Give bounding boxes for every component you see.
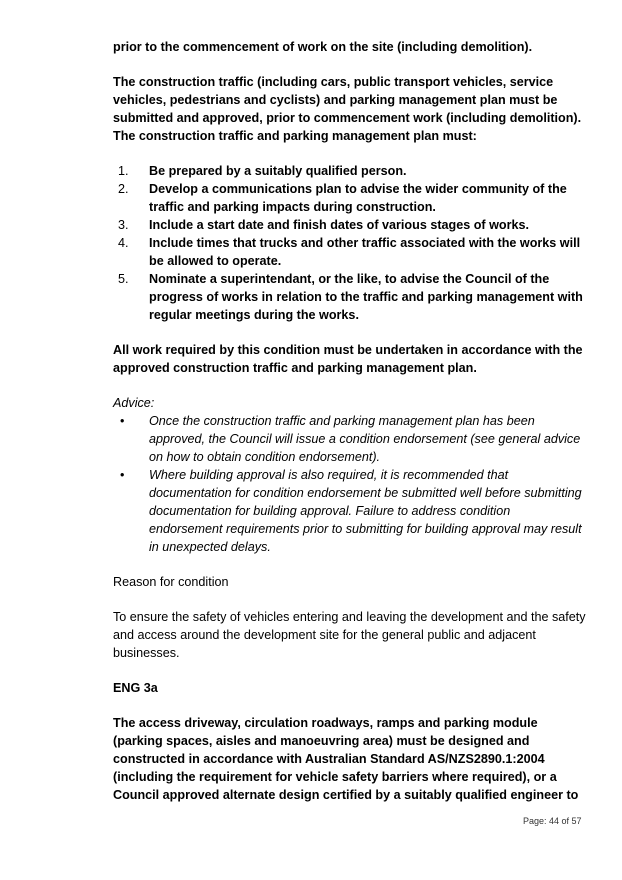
driveway-paragraph: The access driveway, circulation roadways, ramps and parking module (parking spaces, aisles and manoeuvring area) must be designed and constructed in accordance with Australian Standard AS/NZS2890.1:2004 (including the requirement for vehicle safety barriers where required), or a Council approved alternate design certified by a suitably qualified engineer to [113, 716, 579, 802]
list-item-text: Include a start date and finish dates of various stages of works. [149, 218, 530, 232]
page-number: Page: 44 of 57 [523, 816, 582, 826]
list-item-number: 5. [118, 272, 129, 286]
list-item [113, 270, 587, 324]
document-page [113, 38, 587, 804]
list-item [113, 216, 587, 234]
bullet-icon: • [120, 468, 125, 482]
list-item [113, 412, 587, 466]
reason-text: To ensure the safety of vehicles entering and leaving the development and the safety and access around the development site for the general public and adjacent businesses. [113, 610, 586, 660]
list-item-text: Include times that trucks and other traffic associated with the works will be allowed to operate. [149, 236, 581, 268]
list-item-text: Be prepared by a suitably qualified person. [149, 164, 407, 178]
list-item-number: 4. [118, 236, 129, 250]
list-item-text: Nominate a superintendant, or the like, to advise the Council of the progress of works in relation to the traffic and parking management with regular meetings during the works. [149, 272, 583, 322]
list-item [113, 180, 587, 216]
list-item-number: 1. [118, 164, 129, 178]
list-item [113, 466, 587, 556]
list-item-text: Develop a communications plan to advise the wider community of the traffic and parking impacts during construction. [149, 182, 567, 214]
list-item [113, 162, 587, 180]
list-item-number: 2. [118, 182, 129, 196]
advice-item-text: Once the construction traffic and parking management plan has been approved, the Council will issue a condition endorsement (see general advice on how to obtain condition endorsement). [149, 414, 581, 464]
all-work-paragraph: All work required by this condition must be undertaken in accordance with the approved construction traffic and parking management plan. [113, 343, 583, 375]
condition-code-heading: ENG 3a [113, 681, 158, 695]
advice-heading: Advice: [113, 396, 155, 410]
advice-list [113, 412, 587, 556]
list-item-number: 3. [118, 218, 129, 232]
list-item [113, 234, 587, 270]
traffic-plan-paragraph: The construction traffic (including cars, public transport vehicles, service vehicles, pedestrians and cyclists) and parking management plan must be submitted and approved, prior to commencement work (including demolition). The construction traffic and parking management plan must: [113, 75, 582, 143]
bullet-icon: • [120, 414, 125, 428]
reason-heading: Reason for condition [113, 575, 229, 589]
plan-requirements-list [113, 162, 587, 324]
intro-paragraph-tail: prior to the commencement of work on the site (including demolition). [113, 40, 533, 54]
advice-item-text: Where building approval is also required, it is recommended that documentation for condition endorsement be submitted well before submitting documentation for building approval. Failure to address condition endorsement requirements prior to submitting for building approval may result in unexpected delays. [149, 468, 582, 554]
